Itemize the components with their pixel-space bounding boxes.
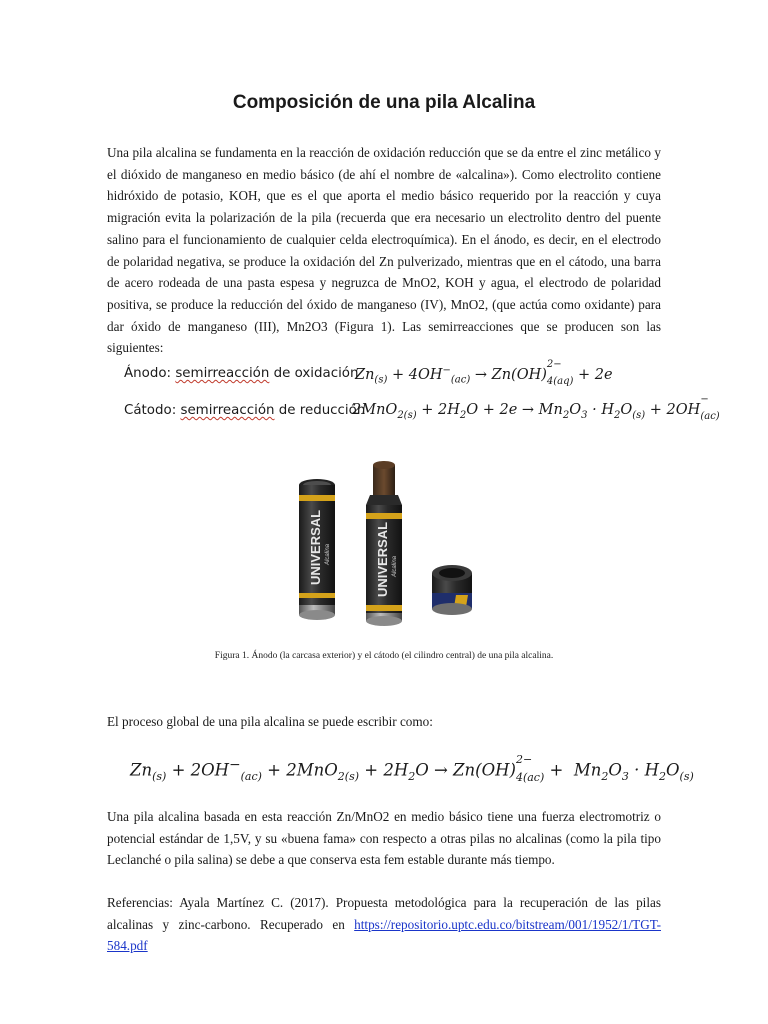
document-title: Composición de una pila Alcalina	[232, 92, 536, 113]
anode-label	[124, 366, 359, 381]
anode-brand-label: UNIVERSAL	[308, 509, 323, 585]
cathode-brand-label: UNIVERSAL	[375, 521, 390, 597]
reference-link[interactable]: https://repositorio.uptc.edu.co/bitstream/001/1952/1/TGT-584.pdf	[107, 916, 661, 954]
references	[107, 892, 661, 957]
battery-figure	[280, 455, 500, 637]
cathode-label-suffix: de reducción	[274, 403, 366, 418]
anode-label-prefix: Ánodo:	[124, 366, 176, 381]
battery-ring-image	[432, 565, 472, 615]
cathode-formula: $2MnO_{2(s)} + 2H_2O + 2e \to Mn_2O_3 \cdot H_2O_{(s)} + 2OH$ − (ac)	[352, 394, 720, 422]
references-text: Referencias: Ayala Martínez C. (2017). Propuesta metodológica para la recuperación de las pilas alcalinas y zinc-carbono. Recuperado en	[107, 895, 661, 932]
cathode-sub-label: Alcalina	[392, 555, 398, 577]
cathode-label-underlined: semirreacción	[180, 403, 275, 418]
intro-paragraph: Una pila alcalina se fundamenta en la reacción de oxidación reducción que se da entre el zinc metálico y el dióxido de manganeso en medio básico (de ahí el nombre de «alcalina»). Como electrolito contiene hidróxido de potasio, KOH, que es el que aporta el medio básico requerido por la reacción y cuya migración evita la polarización de la pila (recuerda que era necesario un electrolito dentro del puente salino para el funcionamiento de cualquier celda electroquímica). En el ánodo, es decir, en el electrodo de polaridad negativa, se produce la oxidación del Zn pulverizado, mientras que en el cátodo, una barra de acero rodeada de una pasta espesa y negruzca de MnO2, KOH y agua, el electrodo de polaridad positiva, se produce la reducción del óxido de manganeso (IV), MnO2, (que actúa como oxidante) para dar óxido de manganeso (III), Mn2O3 (Figura 1). Las semirreacciones que se producen son las siguientes:	[107, 145, 661, 356]
anode-formula: $Zn_{(s)} + 4OH^-_{(ac)} \to Zn(OH)$ 2− 4(aq) + 2e	[355, 358, 613, 387]
figure-caption: Figura 1. Ánodo (la carcasa exterior) y el cátodo (el cilindro central) de una pila alcalina.	[214, 651, 554, 661]
anode-label-suffix: de oxidación	[269, 366, 359, 381]
closing-paragraph: Una pila alcalina basada en esta reacción Zn/MnO2 en medio básico tiene una fuerza electromotriz o potencial estándar de 1,5V, y su «buena fama» con respecto a otras pilas no alcalinas (como la pila tipo Leclanché o pila salina) se debe a que conserva esta fem estable durante más tiempo.	[107, 809, 661, 868]
cathode-cylinder-image	[366, 461, 402, 626]
cathode-label-prefix: Cátodo:	[124, 403, 181, 418]
anode-label-underlined: semirreacción	[175, 366, 270, 381]
cathode-label	[124, 403, 365, 418]
global-reaction-intro: El proceso global de una pila alcalina se puede escribir como:	[107, 714, 433, 729]
anode-sub-label: Alcalina	[325, 543, 331, 565]
global-reaction-formula: $Zn_{(s)} + 2OH^-_{(ac)} + 2MnO_{2(s)} + 2H_2O \to Zn(OH)$ 2− 4(ac) + $Mn_2O_3 \cdot H_2O_{(s)}$	[130, 752, 694, 784]
anode-casing-image	[299, 479, 335, 620]
